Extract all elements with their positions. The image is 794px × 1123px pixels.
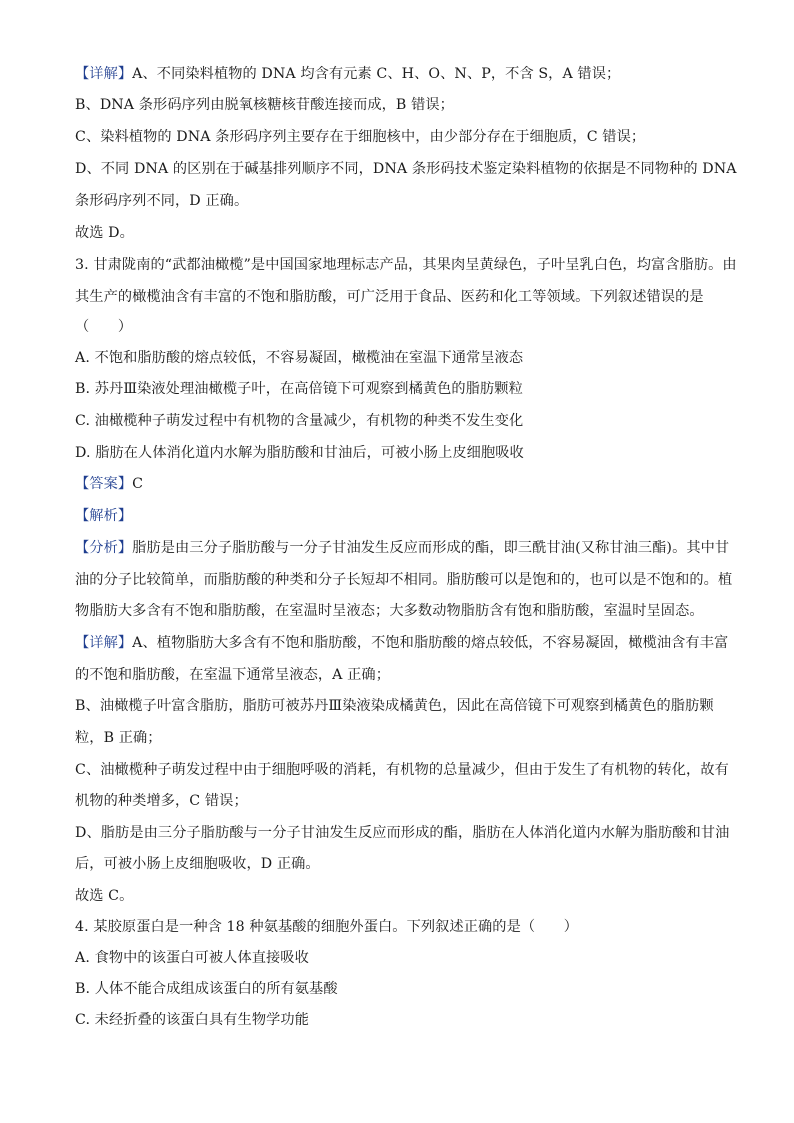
option-a: [75, 349, 523, 367]
text-line: [75, 96, 454, 114]
text-line: [75, 65, 620, 83]
section-tag: 【详解】: [75, 66, 133, 82]
line-text: C、染料植物的 DNA 条形码序列主要存在于细胞核中，由少部分存在于细胞质，C 错误；: [75, 129, 646, 145]
text-line: [75, 224, 134, 242]
line-text: 其生产的橄榄油含有丰富的不饱和脂肪酸，可广泛用于食品、医药和化工等领域。下列叙述错误的是: [75, 289, 704, 305]
text-line: [75, 824, 729, 842]
text-line: [75, 666, 390, 684]
analysis-tag: 【解析】: [75, 508, 133, 524]
line-text: A. 食物中的该蛋白可被人体直接吸收: [75, 950, 309, 966]
text-line: [75, 887, 133, 905]
line-text: 4. 某胶原蛋白是一种含 18 种氨基酸的细胞外蛋白。下列叙述正确的是（ ）: [75, 919, 579, 935]
text-line: [75, 855, 320, 873]
option-c: [75, 412, 523, 430]
text-line: [75, 729, 162, 747]
line-text: B、油橄榄子叶富含脂肪，脂肪可被苏丹Ⅲ染液染成橘黄色，因此在高倍镜下可观察到橘黄色的脂肪颗: [75, 698, 714, 714]
question-stem: [75, 918, 578, 936]
line-text: 3. 甘肃陇南的“武都油橄榄”是中国国家地理标志产品，其果肉呈黄绿色，子叶呈乳白色，均富含脂肪。由: [75, 257, 737, 273]
text-line: [75, 634, 728, 652]
line-text: C. 未经折叠的该蛋白具有生物学功能: [75, 1012, 309, 1028]
line-text: 条形码序列不同，D 正确。: [75, 193, 249, 209]
text-line: [75, 792, 248, 810]
line-text: B. 苏丹Ⅲ染液处理油橄榄子叶，在高倍镜下可观察到橘黄色的脂肪颗粒: [75, 381, 523, 397]
text-line: [75, 160, 737, 178]
answer-tag: 【答案】: [75, 476, 133, 492]
section-tag: 【分析】: [75, 540, 133, 556]
line-text: C. 油橄榄种子萌发过程中有机物的含量减少，有机物的种类不发生变化: [75, 413, 524, 429]
line-text: D、脂肪是由三分子脂肪酸与一分子甘油发生反应而形成的酯，脂肪在人体消化道内水解为脂肪酸和甘油: [75, 825, 730, 841]
text-line: [75, 539, 729, 557]
text-line: [75, 761, 729, 779]
line-text: B、DNA 条形码序列由脱氧核糖核苷酸连接而成，B 错误；: [75, 97, 454, 113]
text-line: [75, 571, 732, 589]
question-stem: [75, 288, 704, 306]
line-text: A. 不饱和脂肪酸的熔点较低，不容易凝固，橄榄油在室温下通常呈液态: [75, 350, 524, 366]
text-line: [75, 192, 248, 210]
line-text: 物脂肪大多含有不饱和脂肪酸，在室温时呈液态；大多数动物脂肪含有饱和脂肪酸，室温时呈固态。: [75, 603, 704, 619]
text-line: [75, 602, 704, 620]
line-text: A、不同染料植物的 DNA 均含有元素 C、H、O、N、P，不含 S，A 错误；: [132, 66, 621, 82]
section-tag: 【详解】: [75, 635, 133, 651]
line-text: 脂肪是由三分子脂肪酸与一分子甘油发生反应而形成的酯，即三酰甘油(又称甘油三酯)。其中甘: [132, 540, 730, 556]
line-text: 机物的种类增多，C 错误；: [75, 793, 248, 809]
line-text: 的不饱和脂肪酸，在室温下通常呈液态，A 正确；: [75, 667, 390, 683]
line-text: D、不同 DNA 的区别在于碱基排列顺序不同，DNA 条形码技术鉴定染料植物的依据是不同物种的 DNA: [75, 161, 737, 177]
question-stem: [75, 256, 737, 274]
line-text: 后，可被小肠上皮细胞吸收，D 正确。: [75, 856, 320, 872]
option-c: [75, 1011, 309, 1029]
answer-line: [75, 475, 143, 493]
line-text: 粒，B 正确；: [75, 730, 162, 746]
text-line: [75, 697, 714, 715]
option-d: [75, 444, 524, 462]
line-text: （ ）: [75, 319, 133, 335]
analysis-heading: [75, 507, 132, 525]
line-text: B. 人体不能合成组成该蛋白的所有氨基酸: [75, 981, 338, 997]
line-text: D. 脂肪在人体消化道内水解为脂肪酸和甘油后，可被小肠上皮细胞吸收: [75, 445, 524, 461]
option-a: [75, 949, 309, 967]
line-text: C、油橄榄种子萌发过程中由于细胞呼吸的消耗，有机物的总量减少，但由于发生了有机物的转化，故有: [75, 762, 729, 778]
line-text: 油的分子比较简单，而脂肪酸的种类和分子长短却不相同。脂肪酸可以是饱和的，也可以是不饱和的。植: [75, 572, 733, 588]
line-text: 故选 C。: [75, 888, 134, 904]
text-line: [75, 128, 645, 146]
option-b: [75, 980, 338, 998]
line-text: A、植物脂肪大多含有不饱和脂肪酸，不饱和脂肪酸的熔点较低，不容易凝固，橄榄油含有丰富: [132, 635, 729, 651]
option-b: [75, 380, 523, 398]
answer-value: C: [132, 476, 144, 492]
answer-blank: [75, 318, 132, 336]
line-text: 故选 D。: [75, 225, 134, 241]
